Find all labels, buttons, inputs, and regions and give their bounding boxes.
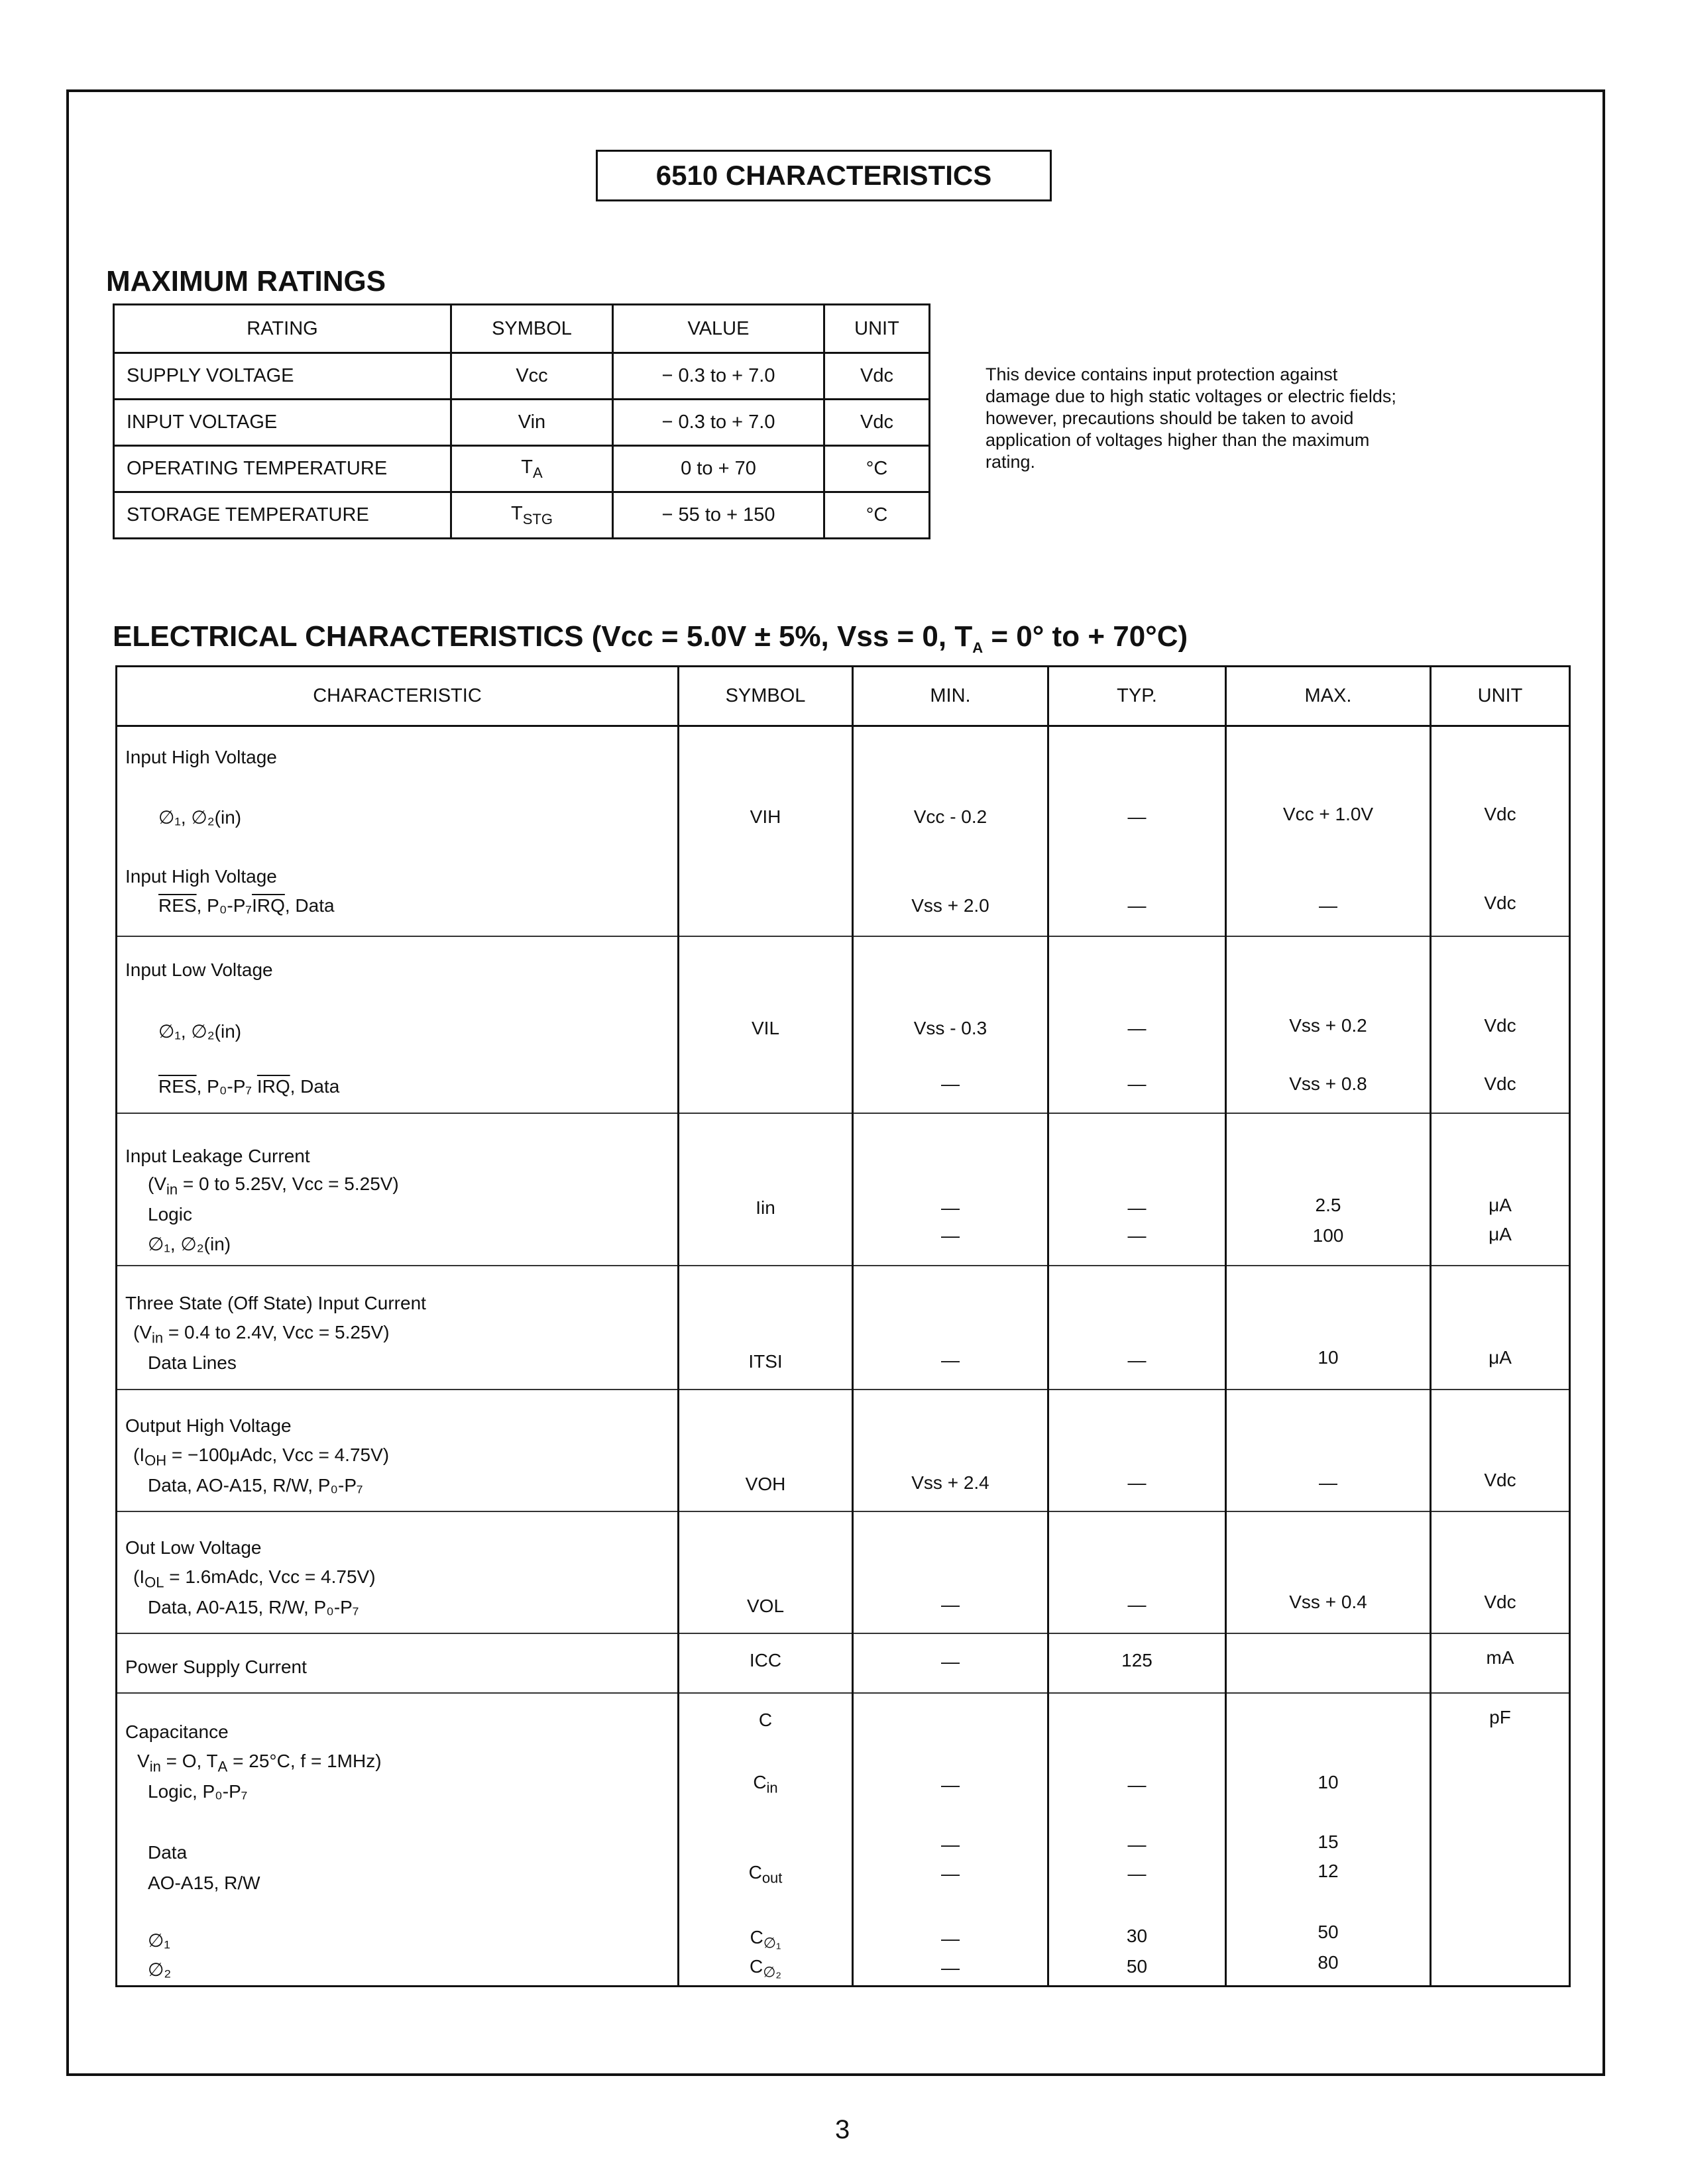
min-value: Vss + 2.4 (911, 1472, 989, 1493)
table-row (117, 936, 1570, 1113)
symbol-text: Iin (756, 1197, 775, 1218)
symbol-main: C (750, 1956, 763, 1977)
page-number: 3 (835, 2115, 850, 2144)
max-value: Vcc + 1.0V (1282, 804, 1374, 824)
unit-value: Vdc (1484, 1073, 1516, 1094)
min-cell (853, 1693, 1048, 1987)
symbol-text: VOL (746, 1596, 785, 1616)
char-text: (V (148, 1174, 166, 1194)
symbol-text: C (758, 1710, 773, 1730)
unit-cell (1431, 1113, 1570, 1266)
typ-value: — (1127, 1225, 1147, 1246)
symbol-text: ITSI (748, 1351, 783, 1372)
characteristic-cell (117, 726, 679, 937)
min-value: — (941, 1651, 960, 1672)
max-cell (1226, 1693, 1431, 1987)
table-row (114, 492, 930, 539)
typ-cell (1048, 1633, 1226, 1693)
symbol-main: T (521, 456, 534, 478)
unit-cell: Vdc (824, 353, 930, 400)
symbol-main: C (748, 1862, 762, 1883)
unit-cell (1431, 726, 1570, 937)
header-min: MIN. (853, 667, 1048, 726)
char-text: , P₀-P₇ (196, 895, 253, 916)
max-ratings-heading: MAXIMUM RATINGS (106, 265, 386, 298)
unit-value: μA (1489, 1347, 1512, 1368)
min-value: Vss - 0.3 (913, 1018, 987, 1038)
rating-cell: OPERATING TEMPERATURE (114, 446, 451, 492)
value-cell: − 0.3 to + 7.0 (613, 400, 824, 446)
unit-value: μA (1489, 1195, 1512, 1215)
heading-subscript: A (972, 639, 984, 656)
unit-cell: °C (824, 446, 930, 492)
char-text: , Data (284, 895, 335, 916)
typ-value: — (1127, 1834, 1147, 1855)
overline-text: $\overline{IRQ}$ (256, 1076, 290, 1097)
min-value: — (941, 1834, 960, 1855)
min-value: — (941, 1350, 960, 1370)
typ-value: — (1127, 1863, 1147, 1884)
char-subscript: OL (144, 1574, 164, 1591)
char-line: Input High Voltage (125, 747, 277, 767)
char-text: V (137, 1751, 150, 1771)
symbol-subscript: ∅₁ (763, 1934, 781, 1951)
symbol-cell (679, 1511, 853, 1633)
max-value: — (1319, 895, 1337, 916)
symbol-cell (679, 726, 853, 937)
char-text: = −100μAdc, Vcc = 4.75V) (166, 1445, 390, 1465)
char-line (125, 895, 677, 916)
unit-cell (1431, 1390, 1570, 1511)
symbol-cell (679, 1693, 853, 1987)
characteristic-cell (117, 1113, 679, 1266)
max-value: 2.5 (1315, 1195, 1341, 1215)
overline-text: $\overline{RES}$ (158, 1076, 197, 1097)
symbol-text: VOH (745, 1474, 786, 1494)
unit-cell: Vdc (824, 400, 930, 446)
typ-cell (1048, 1693, 1226, 1987)
symbol-subscript: STG (522, 510, 553, 527)
value-cell: 0 to + 70 (613, 446, 824, 492)
protection-note: This device contains input protection against damage due to high static voltages or electric fields; however, precautions should be taken to avoid application of voltages higher than the maximum rating. (985, 364, 1396, 472)
unit-value: μA (1489, 1224, 1512, 1244)
char-line: Out Low Voltage (125, 1537, 262, 1558)
min-cell (853, 726, 1048, 937)
symbol-subscript: A (533, 464, 543, 481)
table-row (114, 446, 930, 492)
char-subscript: OH (144, 1452, 167, 1469)
char-line: ∅₂ (148, 1959, 172, 1980)
electrical-table (115, 665, 1571, 1987)
min-cell (853, 1511, 1048, 1633)
header-max: MAX. (1226, 667, 1431, 726)
symbol-cell (679, 1266, 853, 1390)
heading-text: ELECTRICAL CHARACTERISTICS (Vcc = 5.0V ± 5%, Vss = 0, T (113, 620, 973, 653)
char-line: Data (148, 1842, 188, 1863)
char-line: AO-A15, R/W (148, 1873, 260, 1893)
min-value: — (941, 1197, 960, 1218)
unit-cell (1431, 936, 1570, 1113)
max-value: Vss + 0.2 (1289, 1015, 1367, 1036)
char-subscript: in (152, 1329, 164, 1346)
overline-text: $\overline{IRQ}$ (252, 895, 285, 916)
max-cell (1226, 1511, 1431, 1633)
typ-cell (1048, 1390, 1226, 1511)
unit-value: Vdc (1484, 1015, 1516, 1036)
char-line (133, 1445, 677, 1470)
table-row (114, 400, 930, 446)
symbol-subscript: in (766, 1779, 778, 1796)
char-line: Data Lines (148, 1352, 237, 1373)
characteristic-cell (117, 1693, 679, 1987)
max-header-symbol: SYMBOL (451, 305, 613, 353)
char-line (133, 1566, 677, 1592)
min-cell (853, 936, 1048, 1113)
symbol-cell (679, 1390, 853, 1511)
char-text: (I (133, 1445, 145, 1465)
header-typ: TYP. (1048, 667, 1226, 726)
unit-value: Vdc (1484, 893, 1516, 913)
characteristic-cell (117, 1390, 679, 1511)
symbol-main: C (753, 1772, 767, 1792)
header-characteristic: CHARACTERISTIC (117, 667, 679, 726)
unit-value: Vdc (1484, 804, 1516, 824)
char-subscript: in (149, 1758, 161, 1775)
unit-value: mA (1486, 1647, 1514, 1668)
char-line: Data, AO-A15, R/W, P₀-P₇ (148, 1475, 363, 1496)
symbol-text: VIH (750, 806, 781, 827)
symbol-main: T (511, 502, 523, 524)
max-cell (1226, 936, 1431, 1113)
unit-cell (1431, 1511, 1570, 1633)
typ-value: 125 (1121, 1650, 1152, 1670)
characteristic-cell (117, 1266, 679, 1390)
char-text: , P₀-P₇ (196, 1076, 257, 1097)
characteristic-cell (117, 1633, 679, 1693)
char-line: Capacitance (125, 1721, 229, 1742)
typ-value: — (1127, 895, 1147, 916)
typ-value: — (1127, 1594, 1147, 1615)
char-text: = 25°C, f = 1MHz) (227, 1751, 382, 1771)
max-value: 50 (1318, 1922, 1339, 1942)
min-cell (853, 1633, 1048, 1693)
char-line: Logic (148, 1204, 192, 1225)
symbol-text (679, 1956, 852, 1981)
max-cell (1226, 726, 1431, 937)
symbol-cell (451, 492, 613, 539)
max-header-value: VALUE (613, 305, 824, 353)
characteristic-cell (117, 936, 679, 1113)
min-value: — (941, 1957, 960, 1978)
min-value: — (941, 1863, 960, 1884)
table-row (114, 353, 930, 400)
char-line: ∅₁, ∅₂(in) (148, 1234, 231, 1254)
min-cell (853, 1390, 1048, 1511)
char-line: Logic, P₀-P₇ (148, 1781, 248, 1802)
char-text: = 0 to 5.25V, Vcc = 5.25V) (178, 1174, 399, 1194)
symbol-main: C (750, 1927, 763, 1947)
symbol-text (679, 1772, 852, 1797)
max-cell (1226, 1266, 1431, 1390)
char-line: Power Supply Current (125, 1657, 307, 1677)
min-value: — (941, 1073, 960, 1094)
typ-value: — (1127, 806, 1147, 827)
symbol-cell (679, 936, 853, 1113)
rating-cell: STORAGE TEMPERATURE (114, 492, 451, 539)
char-line: Input High Voltage (125, 866, 277, 887)
symbol-subscript: out (761, 1869, 783, 1886)
unit-value: Vdc (1484, 1592, 1516, 1612)
unit-cell (1431, 1633, 1570, 1693)
char-line (125, 1174, 677, 1199)
char-text: = 1.6mAdc, Vcc = 4.75V) (164, 1566, 376, 1587)
max-header-unit: UNIT (824, 305, 930, 353)
max-value: — (1319, 1472, 1337, 1493)
char-text: (I (133, 1566, 145, 1587)
max-header-rating: RATING (114, 305, 451, 353)
max-value: 10 (1318, 1347, 1339, 1368)
max-value: 12 (1318, 1861, 1339, 1881)
min-value: — (941, 1594, 960, 1615)
heading-text-end: = 0° to + 70°C) (983, 620, 1188, 653)
header-unit: UNIT (1431, 667, 1570, 726)
typ-value: — (1127, 1350, 1147, 1370)
typ-cell (1048, 1511, 1226, 1633)
typ-cell (1048, 1266, 1226, 1390)
char-line: ∅₁ (148, 1930, 170, 1951)
symbol-subscript: ∅₂ (763, 1963, 781, 1981)
page-title: 6510 CHARACTERISTICS (596, 150, 1052, 201)
symbol-cell: Vin (451, 400, 613, 446)
typ-cell (1048, 1113, 1226, 1266)
char-line: Data, A0-A15, R/W, P₀-P₇ (148, 1597, 359, 1617)
value-cell: − 0.3 to + 7.0 (613, 353, 824, 400)
max-cell (1226, 1113, 1431, 1266)
table-row (117, 726, 1570, 937)
table-row (117, 1693, 1570, 1987)
min-value: — (941, 1774, 960, 1795)
header-symbol: SYMBOL (679, 667, 853, 726)
symbol-cell (451, 446, 613, 492)
typ-cell (1048, 726, 1226, 937)
min-value: — (941, 1225, 960, 1246)
overline-text: $\overline{RES}$ (158, 895, 197, 916)
char-subscript: A (217, 1758, 228, 1775)
max-value: 80 (1318, 1952, 1339, 1973)
typ-value: — (1127, 1018, 1147, 1038)
char-text: = O, T (160, 1751, 218, 1771)
unit-cell (1431, 1266, 1570, 1390)
char-text: = 0.4 to 2.4V, Vcc = 5.25V) (163, 1322, 390, 1342)
typ-value: — (1127, 1197, 1147, 1218)
unit-value: Vdc (1484, 1470, 1516, 1490)
char-line: Input Leakage Current (125, 1146, 310, 1166)
min-cell (853, 1266, 1048, 1390)
table-row (117, 1266, 1570, 1390)
char-text: (V (133, 1322, 152, 1342)
char-subscript: in (166, 1181, 178, 1198)
table-row (117, 1511, 1570, 1633)
typ-value: — (1127, 1774, 1147, 1795)
max-cell (1226, 1390, 1431, 1511)
table-row (117, 1390, 1570, 1511)
electrical-heading (113, 620, 1188, 657)
unit-cell: °C (824, 492, 930, 539)
char-line (125, 1076, 677, 1097)
typ-value: 50 (1126, 1956, 1148, 1977)
min-cell (853, 1113, 1048, 1266)
min-value: — (941, 1928, 960, 1949)
max-value: 10 (1318, 1772, 1339, 1792)
typ-value: 30 (1126, 1926, 1148, 1946)
value-cell: − 55 to + 150 (613, 492, 824, 539)
table-row (117, 1113, 1570, 1266)
max-value: Vss + 0.4 (1289, 1592, 1367, 1612)
char-text: , Data (290, 1076, 340, 1097)
rating-cell: INPUT VOLTAGE (114, 400, 451, 446)
typ-value: — (1127, 1472, 1147, 1493)
symbol-cell (679, 1113, 853, 1266)
max-cell (1226, 1633, 1431, 1693)
symbol-text: ICC (749, 1650, 782, 1670)
char-line: Output High Voltage (125, 1415, 292, 1436)
max-ratings-table (113, 303, 930, 539)
max-value: 100 (1312, 1225, 1344, 1246)
symbol-cell: Vcc (451, 353, 613, 400)
char-line: ∅₁, ∅₂(in) (158, 807, 242, 828)
symbol-text (679, 1862, 852, 1887)
char-line (137, 1751, 677, 1776)
symbol-text (679, 1927, 852, 1952)
characteristic-cell (117, 1511, 679, 1633)
rating-cell: SUPPLY VOLTAGE (114, 353, 451, 400)
typ-value: — (1127, 1073, 1147, 1094)
unit-value: pF (1489, 1707, 1511, 1727)
char-line: Three State (Off State) Input Current (125, 1293, 426, 1313)
char-line: Input Low Voltage (125, 959, 273, 980)
max-value: Vss + 0.8 (1289, 1073, 1367, 1094)
typ-cell (1048, 936, 1226, 1113)
symbol-text: VIL (751, 1018, 780, 1038)
symbol-cell (679, 1633, 853, 1693)
char-line: ∅₁, ∅₂(in) (158, 1021, 242, 1042)
max-value: 15 (1318, 1831, 1339, 1852)
table-row (117, 1633, 1570, 1693)
char-line (133, 1322, 677, 1347)
unit-cell (1431, 1693, 1570, 1987)
min-value: Vss + 2.0 (911, 895, 989, 916)
min-value: Vcc - 0.2 (913, 806, 987, 827)
